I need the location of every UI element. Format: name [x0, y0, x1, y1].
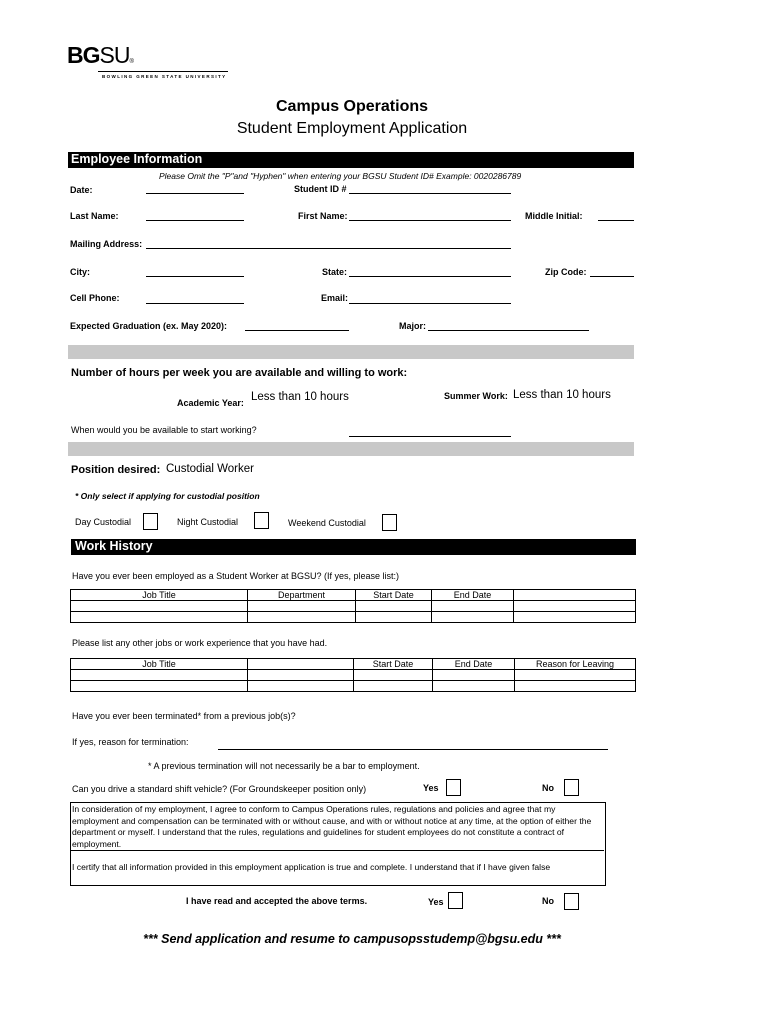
table-row[interactable]	[71, 612, 636, 623]
hours-question: Number of hours per week you are available and willing to work:	[71, 367, 408, 379]
section-title: Employee Information	[71, 152, 203, 166]
middle-initial-field[interactable]	[598, 220, 634, 221]
logo-bg: BG	[67, 42, 100, 68]
email-field[interactable]	[349, 303, 511, 304]
logo-registered: ®	[129, 59, 134, 65]
col-reason-for-leaving: Reason for Leaving	[515, 659, 636, 670]
drive-yes-label: Yes	[423, 783, 439, 793]
zip-field[interactable]	[590, 276, 634, 277]
night-custodial-checkbox[interactable]	[254, 512, 269, 529]
last-name-label: Last Name:	[70, 211, 119, 221]
first-name-label: First Name:	[298, 211, 348, 221]
col-end-date: End Date	[433, 659, 515, 670]
student-id-note: Please Omit the "P"and "Hyphen" when entering your BGSU Student ID# Example: 0020286789	[159, 171, 522, 181]
send-instructions: *** Send application and resume to campusopsstudemp@bgsu.edu ***	[143, 932, 561, 946]
day-custodial-label: Day Custodial	[75, 517, 132, 527]
graduation-field[interactable]	[245, 330, 349, 331]
cell-phone-field[interactable]	[146, 303, 244, 304]
mailing-address-label: Mailing Address:	[70, 239, 143, 249]
col-start-date: Start Date	[356, 590, 432, 601]
col-job-title: Job Title	[71, 590, 248, 601]
col-blank	[248, 659, 354, 670]
table-row[interactable]	[71, 601, 636, 612]
date-field[interactable]	[146, 193, 244, 194]
drive-question: Can you drive a standard shift vehicle? (For Groundskeeper position only)	[72, 784, 367, 794]
accept-yes-label: Yes	[428, 897, 444, 907]
terms-paragraph: In consideration of my employment, I agree to conform to Campus Operations rules, regulations and policies and agree that my employment and compensation can be terminated with or without cause, and with or without notice at any time, at the option of either the department or myself. I understand that the rules, regulations and guidelines for student employees do not constitute a contract of employment.	[72, 804, 592, 849]
other-jobs-table	[70, 658, 636, 692]
termination-reason-label: If yes, reason for termination:	[72, 737, 189, 747]
col-end-date: End Date	[432, 590, 514, 601]
first-name-field[interactable]	[349, 220, 511, 221]
termination-note: * A previous termination will not necessarily be a bar to employment.	[148, 761, 420, 771]
position-select[interactable]: Custodial Worker	[166, 463, 254, 475]
summer-work-select[interactable]: Less than 10 hours	[513, 389, 611, 401]
state-field[interactable]	[349, 276, 511, 277]
city-field[interactable]	[146, 276, 244, 277]
termination-reason-field[interactable]	[218, 749, 608, 750]
cell-phone-label: Cell Phone:	[70, 293, 120, 303]
page-subtitle: Student Employment Application	[236, 120, 468, 137]
table-header-row	[71, 590, 636, 601]
summer-work-label: Summer Work:	[444, 391, 508, 401]
student-id-field[interactable]	[349, 193, 511, 194]
major-field[interactable]	[428, 330, 589, 331]
drive-no-label: No	[542, 783, 554, 793]
city-label: City:	[70, 267, 90, 277]
weekend-custodial-checkbox[interactable]	[382, 514, 397, 531]
start-question: When would you be available to start working?	[71, 425, 257, 435]
drive-no-checkbox[interactable]	[564, 779, 579, 796]
section-title: Work History	[75, 539, 153, 553]
section-employee-information	[68, 152, 634, 168]
mailing-address-field[interactable]	[146, 248, 511, 249]
major-label: Major:	[399, 321, 426, 331]
logo-rule	[98, 71, 228, 72]
accept-terms-label: I have read and accepted the above terms.	[186, 896, 368, 906]
student-id-label: Student ID #	[294, 184, 347, 194]
date-label: Date:	[70, 185, 93, 195]
terminated-question: Have you ever been terminated* from a previous job(s)?	[72, 711, 296, 721]
col-blank	[514, 590, 636, 601]
certify-paragraph: I certify that all information provided in this employment application is true and complete. I understand that if I have given false	[72, 862, 551, 872]
section-work-history	[71, 539, 636, 555]
accept-yes-checkbox[interactable]	[448, 892, 463, 909]
last-name-field[interactable]	[146, 220, 244, 221]
academic-year-label: Academic Year:	[177, 398, 244, 408]
table-row[interactable]	[71, 670, 636, 681]
col-job-title: Job Title	[71, 659, 248, 670]
position-label: Position desired:	[71, 464, 161, 476]
col-department: Department	[248, 590, 356, 601]
middle-initial-label: Middle Initial:	[525, 211, 583, 221]
table-header-row	[71, 659, 636, 670]
divider-bar-2	[68, 442, 634, 456]
table-row[interactable]	[71, 681, 636, 692]
start-date-field[interactable]	[349, 436, 511, 437]
accept-no-checkbox[interactable]	[564, 893, 579, 910]
col-start-date: Start Date	[354, 659, 433, 670]
logo-su: SU	[99, 42, 130, 68]
night-custodial-label: Night Custodial	[177, 517, 239, 527]
bgsu-jobs-table	[70, 589, 636, 623]
zip-label: Zip Code:	[545, 267, 587, 277]
page-title: Campus Operations	[275, 98, 429, 115]
email-label: Email:	[321, 293, 349, 303]
bgsu-employment-question: Have you ever been employed as a Student Worker at BGSU? (If yes, please list:)	[72, 571, 399, 581]
bgsu-logo	[67, 42, 134, 69]
other-jobs-question: Please list any other jobs or work experience that you have had.	[72, 638, 328, 648]
state-label: State:	[322, 267, 348, 277]
academic-year-select[interactable]: Less than 10 hours	[251, 391, 349, 403]
divider-bar	[68, 345, 634, 359]
accept-no-label: No	[542, 896, 554, 906]
drive-yes-checkbox[interactable]	[446, 779, 461, 796]
logo-subtitle: BOWLING GREEN STATE UNIVERSITY	[102, 74, 227, 79]
graduation-label: Expected Graduation (ex. May 2020):	[70, 321, 228, 331]
weekend-custodial-label: Weekend Custodial	[288, 518, 366, 528]
day-custodial-checkbox[interactable]	[143, 513, 158, 530]
custodial-note: * Only select if applying for custodial position	[75, 491, 260, 501]
